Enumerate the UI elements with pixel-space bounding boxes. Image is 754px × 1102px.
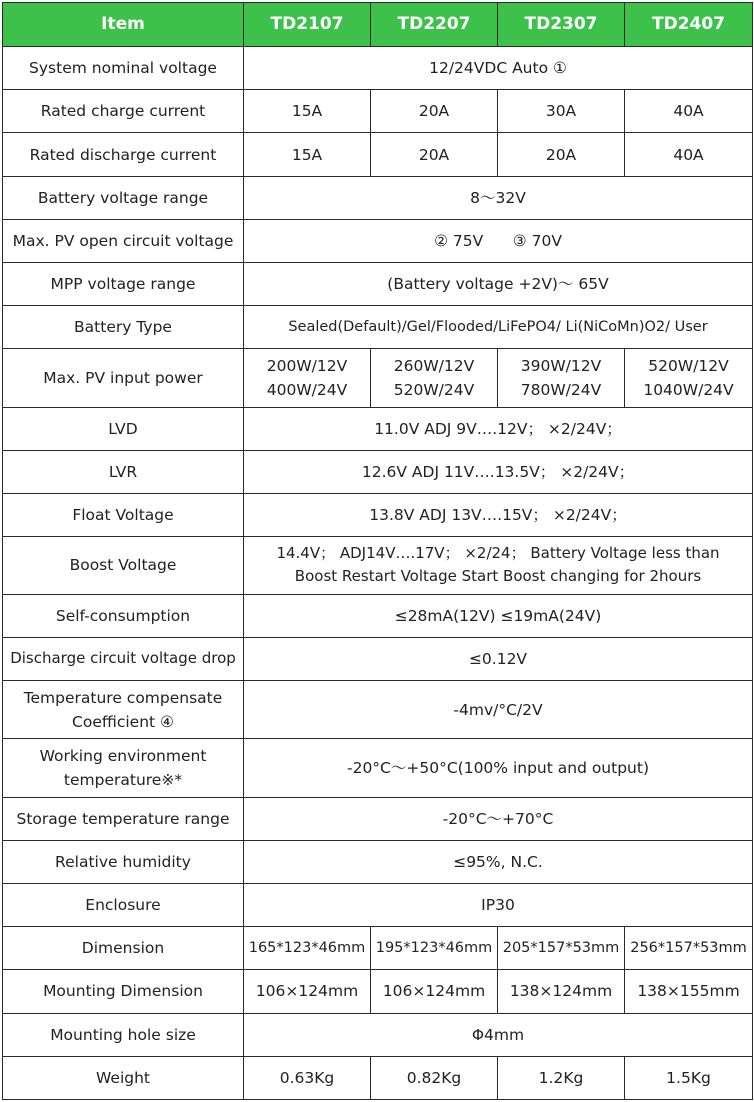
cell-line: 1040W/24V [643,381,734,400]
row-label: Mounting Dimension [3,970,244,1013]
value-line: Boost Restart Voltage Start Boost changing for 2hours [294,567,702,586]
cell-td2207: 106×124mm [371,970,498,1013]
row-label: Boost Voltage [3,537,244,594]
row-value: 11.0V ADJ 9V….12V； ×2/24V； [244,407,753,450]
header-item: Item [3,3,244,47]
row-value: Φ4mm [244,1013,753,1056]
table-row [3,927,753,970]
cell-line: 200W/12V [266,357,348,376]
row-label: Discharge circuit voltage drop [3,637,244,680]
header-row [3,3,753,47]
cell-td2307 [498,349,625,407]
cell-td2307: 30A [498,90,625,133]
value-line: 14.4V； ADJ14V….17V； ×2/24； Battery Voltage less than [276,544,720,563]
row-label: Mounting hole size [3,1013,244,1056]
cell-td2407: 40A [625,90,753,133]
cell-td2407: 40A [625,133,753,176]
row-label: System nominal voltage [3,47,244,90]
label-line: Working environment [39,746,207,765]
row-label: Battery Type [3,306,244,349]
table-row [3,1056,753,1099]
row-label: Rated discharge current [3,133,244,176]
row-label: Self-consumption [3,594,244,637]
row-label: MPP voltage range [3,263,244,306]
table-row [3,90,753,133]
row-label [3,680,244,738]
row-value: (Battery voltage +2V)～ 65V [244,263,753,306]
row-label: Enclosure [3,883,244,926]
cell-line: 260W/12V [393,357,475,376]
table-row [3,306,753,349]
cell-td2307: 138×124mm [498,970,625,1013]
row-value: -20°C～+70°C [244,797,753,840]
cell-td2307: 20A [498,133,625,176]
cell-line: 390W/12V [520,357,602,376]
cell-td2407: 256*157*53mm [625,927,753,970]
cell-td2207 [371,349,498,407]
row-value: 12/24VDC Auto ① [244,47,753,90]
cell-td2307: 205*157*53mm [498,927,625,970]
cell-td2407 [625,349,753,407]
table-row [3,739,753,797]
cell-td2207: 20A [371,133,498,176]
cell-line: 780W/24V [520,381,602,400]
table-row [3,494,753,537]
table-row [3,349,753,407]
row-label: Max. PV open circuit voltage [3,219,244,262]
cell-line: 520W/24V [393,381,475,400]
header-td2407: TD2407 [625,3,753,47]
table-row [3,47,753,90]
cell-td2407: 1.5Kg [625,1056,753,1099]
table-row [3,840,753,883]
cell-td2307: 1.2Kg [498,1056,625,1099]
label-line: Temperature compensate [23,688,223,707]
row-value [244,537,753,594]
label-line: temperature※* [63,770,183,789]
header-td2107: TD2107 [244,3,371,47]
row-value: IP30 [244,883,753,926]
row-label: Rated charge current [3,90,244,133]
table-row [3,883,753,926]
table-row [3,176,753,219]
row-value: 8～32V [244,176,753,219]
row-value: -4mv/°C/2V [244,680,753,738]
row-label: Weight [3,1056,244,1099]
table-row [3,680,753,738]
row-label: Float Voltage [3,494,244,537]
cell-td2107: 15A [244,90,371,133]
row-value: ≤28mA(12V) ≤19mA(24V) [244,594,753,637]
row-value: ≤95%, N.C. [244,840,753,883]
cell-td2107: 165*123*46mm [244,927,371,970]
label-line: Coefficient ④ [72,712,174,731]
cell-line: 520W/12V [648,357,729,376]
table-row [3,970,753,1013]
row-value: 13.8V ADJ 13V….15V； ×2/24V； [244,494,753,537]
cell-td2107: 106×124mm [244,970,371,1013]
table-row [3,637,753,680]
row-label: Max. PV input power [3,349,244,407]
row-value: Sealed(Default)/Gel/Flooded/LiFePO4/ Li(NiCoMn)O2/ User [244,306,753,349]
cell-td2407: 138×155mm [625,970,753,1013]
row-value: 12.6V ADJ 11V….13.5V； ×2/24V； [244,450,753,493]
row-label: Battery voltage range [3,176,244,219]
table-row [3,133,753,176]
cell-td2107: 0.63Kg [244,1056,371,1099]
table-row [3,450,753,493]
cell-td2207: 195*123*46mm [371,927,498,970]
table-row [3,263,753,306]
row-label: LVR [3,450,244,493]
row-label: Relative humidity [3,840,244,883]
row-value: ② 75V ③ 70V [244,219,753,262]
row-label: Storage temperature range [3,797,244,840]
cell-td2207: 0.82Kg [371,1056,498,1099]
table-row [3,594,753,637]
table-row [3,219,753,262]
row-label: LVD [3,407,244,450]
header-td2307: TD2307 [498,3,625,47]
row-value: ≤0.12V [244,637,753,680]
row-label: Dimension [3,927,244,970]
cell-td2207: 20A [371,90,498,133]
table-row [3,797,753,840]
header-td2207: TD2207 [371,3,498,47]
cell-td2107: 15A [244,133,371,176]
cell-line: 400W/24V [266,381,348,400]
cell-td2107 [244,349,371,407]
row-label [3,739,244,797]
table-row [3,537,753,594]
table-row [3,407,753,450]
spec-table [2,2,753,1100]
table-row [3,1013,753,1056]
row-value: -20°C～+50°C(100% input and output) [244,739,753,797]
